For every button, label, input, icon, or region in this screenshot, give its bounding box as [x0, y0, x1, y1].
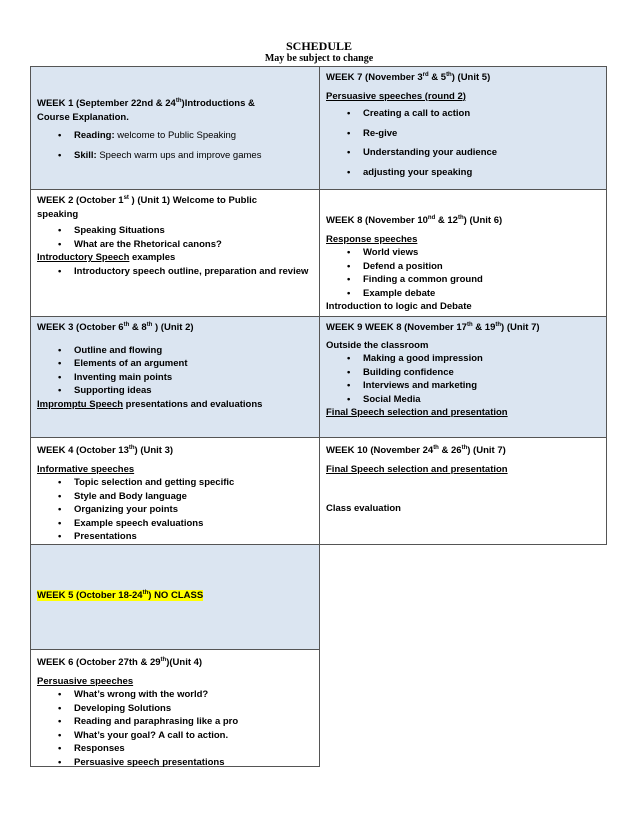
week-1-heading-line2: Course Explanation.: [37, 111, 129, 123]
week-2-cell: [30, 189, 320, 317]
week-9-subheading: Outside the classroom: [326, 339, 429, 351]
week-1-heading: WEEK 1 (September 22nd & 24th)Introductions &: [37, 97, 255, 109]
list-item: • Reading: welcome to Public Speaking: [37, 126, 313, 146]
list-item: • Responses: [37, 742, 313, 756]
page-subtitle: May be subject to change: [264, 53, 374, 64]
week-2-subheading: Introductory Speech examples: [37, 252, 176, 263]
week-7-subheading: Persuasive speeches (round 2): [326, 90, 466, 102]
list-item: • Making a good impression: [326, 352, 600, 366]
list-item: • Outline and flowing: [37, 344, 313, 358]
week-4-subheading: Informative speeches: [37, 463, 135, 475]
list-item: • Skill: Speech warm ups and improve games: [37, 146, 313, 166]
list-item: • Building confidence: [326, 366, 600, 380]
week-2-heading-line2: speaking: [37, 208, 79, 220]
list-item: • What’s your goal? A call to action.: [37, 729, 313, 743]
list-item: • Developing Solutions: [37, 702, 313, 716]
week-1-cell: [30, 66, 320, 190]
list-item: • Example speech evaluations: [37, 517, 313, 531]
week-6-cell: [30, 649, 320, 767]
page-title: SCHEDULE: [285, 39, 353, 53]
list-item: • Persuasive speech presentations: [37, 756, 313, 770]
week-2-heading: WEEK 2 (October 1st ) (Unit 1) Welcome to Public: [37, 194, 258, 206]
week-8-cell: [319, 189, 607, 317]
list-item: • Defend a position: [326, 260, 600, 274]
week-8-footer: Introduction to logic and Debate: [326, 301, 472, 312]
week-3-cell: [30, 316, 320, 438]
week-5-heading: WEEK 5 (October 18-24th) NO CLASS: [37, 589, 204, 601]
week-8-subheading: Response speeches: [326, 233, 418, 245]
week-4-cell: [30, 437, 320, 545]
list-item: • Elements of an argument: [37, 357, 313, 371]
week-3-heading: WEEK 3 (October 6th & 8th ) (Unit 2): [37, 321, 194, 333]
week-4-heading: WEEK 4 (October 13th) (Unit 3): [37, 444, 174, 456]
week-6-heading: WEEK 6 (October 27th & 29th)(Unit 4): [37, 656, 203, 668]
week-9-cell: [319, 316, 607, 438]
list-item: • Speaking Situations: [37, 224, 313, 238]
list-item: • Example debate: [326, 287, 600, 301]
list-item: • What are the Rhetorical canons?: [37, 238, 313, 252]
list-item: • Reading and paraphrasing like a pro: [37, 715, 313, 729]
list-item: • World views: [326, 246, 600, 260]
week-9-heading: WEEK 9 WEEK 8 (November 17th & 19th) (Unit 7): [326, 321, 540, 333]
list-item: • Understanding your audience: [326, 143, 600, 163]
list-item: • adjusting your speaking: [326, 163, 600, 183]
week-10-subheading: Final Speech selection and presentation: [326, 463, 508, 475]
week-5-cell: [30, 544, 320, 650]
week-7-heading: WEEK 7 (November 3rd & 5th) (Unit 5): [326, 71, 491, 83]
week-8-heading: WEEK 8 (November 10nd & 12th) (Unit 6): [326, 214, 503, 226]
list-item: • Introductory speech outline, preparation and review: [37, 265, 313, 279]
list-item: • Interviews and marketing: [326, 379, 600, 393]
list-item: • Organizing your points: [37, 503, 313, 517]
week-10-cell: [319, 437, 607, 545]
list-item: • Presentations: [37, 530, 313, 544]
week-10-footer: Class evaluation: [326, 503, 401, 514]
list-item: • Creating a call to action: [326, 104, 600, 124]
list-item: • Style and Body language: [37, 490, 313, 504]
list-item: • Re-give: [326, 124, 600, 144]
week-9-footer: Final Speech selection and presentation: [326, 407, 508, 418]
list-item: • Inventing main points: [37, 371, 313, 385]
week-10-heading: WEEK 10 (November 24th & 26th) (Unit 7): [326, 444, 506, 456]
list-item: • Social Media: [326, 393, 600, 407]
list-item: • Finding a common ground: [326, 273, 600, 287]
week-7-cell: [319, 66, 607, 190]
list-item: • Supporting ideas: [37, 384, 313, 398]
week-3-subheading: Impromptu Speech presentations and evaluations: [37, 398, 263, 410]
list-item: • Topic selection and getting specific: [37, 476, 313, 490]
list-item: • What’s wrong with the world?: [37, 688, 313, 702]
week-6-subheading: Persuasive speeches: [37, 675, 134, 687]
